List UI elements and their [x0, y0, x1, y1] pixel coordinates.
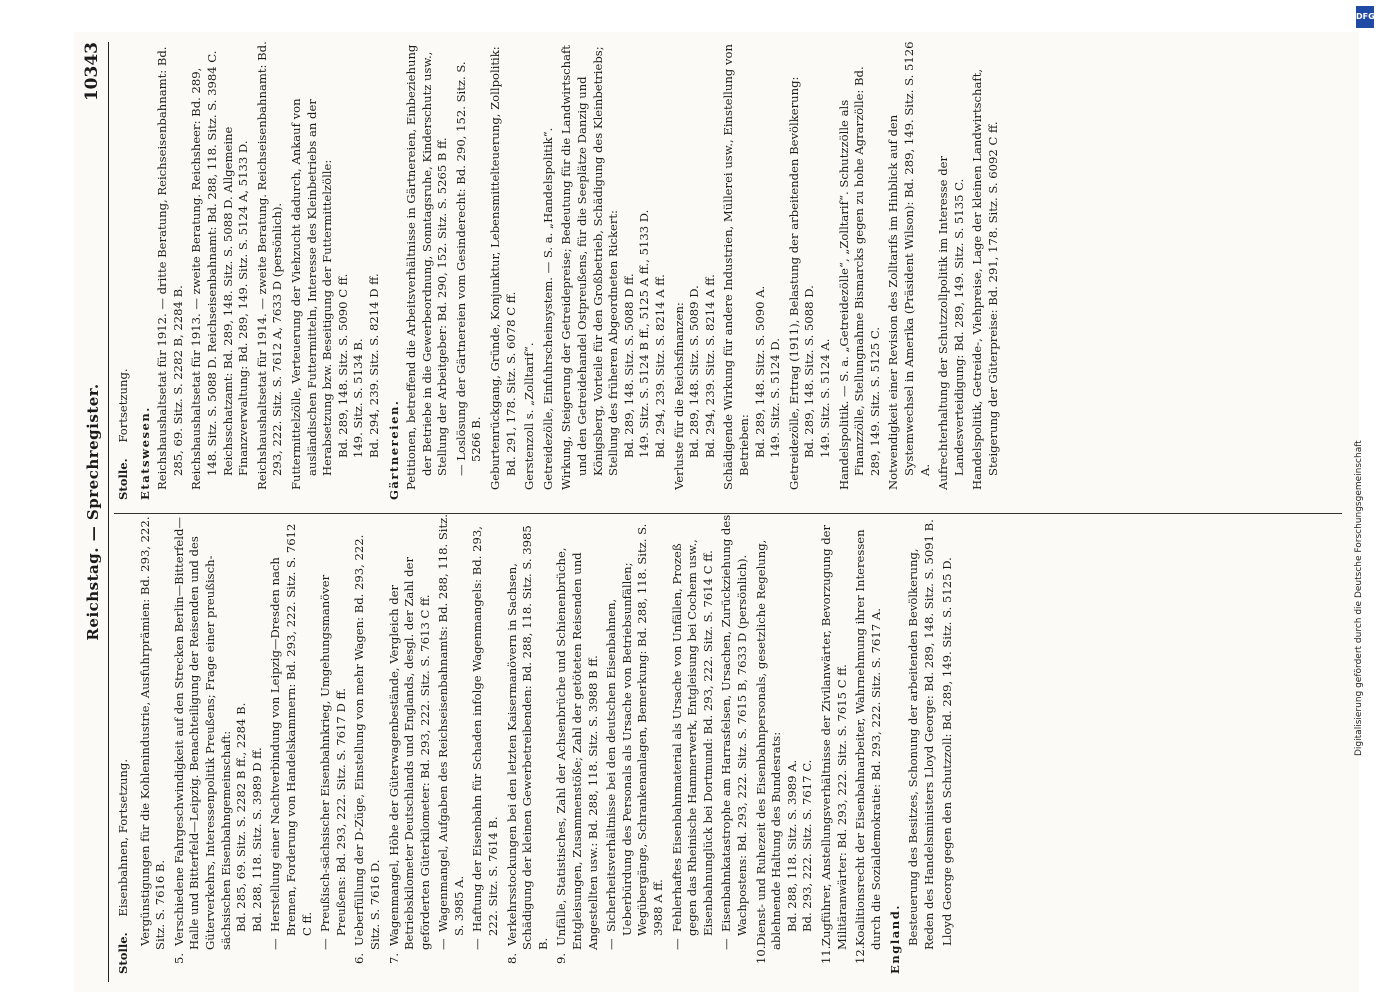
register-entry — [559, 40, 668, 500]
entry-reference: Bd. 285, 69. Sitz. S. 2282 B ff., 2284 B. — [234, 702, 249, 932]
register-entry — [522, 40, 538, 500]
entry-text: Petitionen, betreffend die Arbeitsverhältnisse in Gärtnereien, Einbeziehung der Betriebe in die Gewerbeordnung, Sonntagsruhe, Kinderschutz usw., Stellung der Arbeitgeber: Bd. 290, 152. Sitz. S. 5265 B ff. — [404, 44, 450, 490]
register-entry — [721, 40, 783, 500]
entry-number: — — [604, 938, 619, 950]
register-entry — [387, 514, 434, 974]
entry-text: Getreidezölle, Ertrag (1911), Belastung der arbeitenden Bevölkerung: — [786, 76, 801, 490]
entry-text: Zugführer, Anstellungsverhältnisse der Zivilanwärter, Bevorzugung der Militäranwärter: Bd. 293, 222. Sitz. S. 7615 C ff. — [818, 524, 849, 950]
entry-reference: Bd. 289, 148. Sitz. S. 5088 D. — [802, 285, 817, 458]
right-section-list — [138, 40, 1002, 500]
running-head — [80, 42, 109, 982]
left-heading: Eisenbahnen, Fortsetzung. — [116, 759, 130, 917]
register-entry — [886, 40, 933, 500]
dfg-funding-note: Digitalisierung gefördert durch die Deutsche Forschungsgemeinschaft — [1354, 440, 1364, 756]
running-head-title: Reichstag. — Sprechregister. — [84, 383, 102, 641]
entry-text: — Loslösung der Gärtnereien vom Gesinderecht: Bd. 290, 152. Sitz. S. 5266 B. — [453, 61, 484, 476]
entry-text: Handelspolitik. — S. a. „Getreidezölle“, „Zolltarif“. Schutzzölle als Finanzzölle, Stellungnahme Bismarcks gegen zu hohe Agrarzölle: Bd. 289, 149. Sitz. S. 5125 C. — [836, 66, 882, 490]
entry-reference: Bd. 288, 118. Sitz. S. 3989 D ff. — [249, 747, 264, 932]
register-entry — [505, 514, 552, 974]
register-entry — [554, 514, 601, 974]
entry-reference: 149. Sitz. S. 5124 A. — [817, 338, 832, 458]
entry-text: Schädigende Wirkung für andere Industrien, Müllerei usw., Einstellung von Betrieben: — [721, 44, 751, 490]
entry-text: Haftung der Eisenbahn für Schaden infolge Wagenmangels: Bd. 293, 222. Sitz. S. 7614 B. — [470, 526, 501, 936]
entry-reference: Bd. 293, 222. Sitz. S. 7617 C. — [800, 759, 815, 932]
dfg-stamp — [1354, 6, 1376, 996]
entry-number: — — [719, 938, 734, 950]
entry-number: — — [470, 938, 485, 950]
register-entry — [940, 514, 956, 974]
entry-text: Reichshaushaltsetat für 1912. — dritte Beratung, Reichseisenbahnamt: Bd. 285, 69. Sitz. S. 2282 B, 2284 B. — [155, 46, 185, 490]
entry-number: 5. — [171, 952, 186, 964]
entry-text: Vergünstigungen für die Kohlenindustrie, Ausfuhrprämien: Bd. 293, 222. Sitz. S. 7616 B. — [137, 516, 168, 950]
entry-number: — — [268, 938, 283, 950]
entry-text: Unfälle, Statistisches, Zahl der Achsenbrüche und Schienenbrüche, Entgleisungen, Zusammenstöße; Zahl der getöteten Reisenden und Angestellten usw.: Bd. 288, 118. Sitz. S. 3988 B ff. — [554, 547, 600, 950]
right-column — [116, 40, 1004, 500]
entry-number: 9. — [554, 952, 569, 964]
register-entry — [404, 40, 451, 500]
entry-text: Verluste für die Reichsfinanzen: — [671, 302, 686, 490]
register-entry — [172, 514, 266, 974]
register-entry — [541, 40, 557, 500]
entry-reference: Bd. 294, 239. Sitz. S. 8214 A ff. — [702, 274, 717, 458]
entry-text: Preußisch-sächsischer Eisenbahnkrieg, Umgehungsmanöver Preußens: Bd. 293, 222. Sitz. S. 7617 D ff. — [318, 574, 348, 936]
entry-text: Besteuerung des Besitzes, Schonung der arbeitenden Bevölkerung, Reden des Handelsministers Lloyd George: Bd. 289, 148. Sitz. S. 5091 B. — [905, 519, 936, 950]
register-entry — [138, 514, 169, 974]
left-speaker-name: Stolle. — [116, 932, 130, 974]
entry-reference: Bd. 294, 239. Sitz. S. 8214 D ff. — [366, 273, 381, 458]
entry-text: Wirkung, Steigerung der Getreidepreise; Bedeutung für die Landwirtschaft und den Getreidehandel Ostpreußens, für die Seeplätze Danzig und Königsberg, Vorteile für den Großbetrieb, Schädigung des Kleinbetriebs; Stellung des früheren Abgeordneten Rickert: — [559, 45, 621, 490]
register-entry — [670, 514, 717, 974]
entry-reference: Bd. 289, 148. Sitz. S. 5088 D ff. — [621, 273, 636, 458]
entry-text: Wagenmangel, Höhe der Güterwagenbestände, Vergleich der Betriebskilometer Deutschlands und Englands, desgl. der Zahl der geförderten Güterkilometer: Bd. 293, 222. Sitz. S. 7613 C ff. — [386, 557, 432, 950]
register-entry — [289, 40, 383, 500]
entry-number: — — [436, 938, 451, 950]
register-entry — [719, 514, 750, 974]
entry-number: 11. — [818, 945, 833, 964]
entry-number: 7. — [386, 952, 401, 964]
register-entry — [819, 514, 850, 974]
register-entry — [318, 514, 349, 974]
left-entry-list — [138, 514, 885, 974]
entry-reference: 149. Sitz. S. 5134 B. — [351, 338, 366, 458]
register-entry — [853, 514, 884, 974]
register-entry — [604, 514, 666, 974]
entry-text: Handelspolitik, Getreide-, Viehpreise, Lage der kleinen Landwirtschaft, Steigerung der Güterpreise: Bd. 291, 178. Sitz. S. 6092 C ff. — [970, 68, 1000, 490]
register-entry — [787, 40, 834, 500]
entry-reference: Bd. 289, 148. Sitz. S. 5090 C ff. — [335, 273, 350, 458]
right-speaker-name: Stolle. — [116, 458, 130, 500]
entry-text: Koalitionsrecht der Eisenbahnarbeiter, Wahrnehmung ihrer Interessen durch die Sozialdemokratie: Bd. 293, 222. Sitz. S. 7617 A. — [853, 529, 883, 950]
left-column-head — [116, 514, 132, 974]
entry-reference: 149. Sitz. S. 5124 B ff., 5125 A ff., 5133 D. — [637, 209, 652, 458]
entry-text: Notwendigkeit einer Revision des Zolltarifs im Hinblick auf den Systemwechsel in Amerika (Präsident Wilson): Bd. 289, 149. Sitz. S. 5126 A. — [886, 41, 932, 490]
entry-text: Gerstenzoll s. „Zolltarif“. — [522, 342, 537, 490]
register-entry — [837, 40, 884, 500]
entry-reference: Bd. 294, 239. Sitz. S. 8214 A ff. — [653, 274, 667, 458]
page-number: 10343 — [82, 42, 102, 102]
register-entry — [189, 40, 251, 500]
register-entry — [268, 514, 315, 974]
entry-number: 12. — [853, 945, 868, 964]
dfg-logo: DFG — [1356, 6, 1374, 28]
entry-number: 8. — [504, 952, 519, 964]
entry-text: Getreidezölle, Einfuhrscheinsystem. — S. a. „Handelspolitik“. — [540, 127, 555, 490]
right-section-title: Gärtnereien. — [386, 399, 401, 500]
entry-text: Verschiedene Fahrgeschwindigkeit auf den Strecken Berlin—Bitterfeld—Halle und Bitterfeld—Leipzig. Benachteiligung der Reisenden und des Güterverkehrs, Interessenpolitik Preußens; Frage einer preußisch-sächsischen Eisenbahngemeinschaft: — [171, 517, 233, 950]
entry-reference: 149. Sitz. S. 5124 D. — [768, 338, 783, 458]
register-entry — [672, 40, 719, 500]
register-entry — [155, 40, 186, 500]
register-entry — [436, 514, 467, 974]
entry-text: Reichshaushaltsetat für 1914. — zweite Beratung. Reichseisenbahnamt: Bd. 293, 222. Sitz. S. 7612 A, 7633 D (persönlich). — [254, 41, 285, 490]
entry-text: Eisenbahnkatastrophe am Harrasfelsen, Ursachen, Zurückziehung des Wachpostens: Bd. 293, 222. Sitz. S. 7615 B, 7633 D (persönlich). — [719, 514, 749, 936]
entry-text: Futtermittelzölle, Verteuerung der Viehzucht dadurch, Ankauf von ausländischen Futtermitteln, Interesse des Kleinbetriebs an der Herabsetzung bzw. Beseitigung der Futtermittelzölle: — [288, 98, 335, 490]
register-entry — [470, 514, 501, 974]
register-entry — [906, 514, 937, 974]
entry-number: — — [318, 938, 333, 950]
register-entry — [970, 40, 1001, 500]
entry-text: Ueberfüllung der D-Züge, Einstellung von mehr Wagen: Bd. 293, 222. Sitz. S. 7616 D. — [352, 534, 382, 950]
left-section-entry-list — [906, 514, 956, 974]
entry-number: — — [669, 938, 684, 950]
right-section-title: Etatswesen. — [137, 406, 152, 500]
register-entry — [754, 514, 816, 974]
entry-reference: Bd. 289, 148. Sitz. S. 5090 A. — [752, 285, 767, 458]
entry-text: Herstellung einer Nachtverbindung von Leipzig—Dresden nach Bremen, Forderung von Handelskammern: Bd. 293, 222. Sitz. S. 7612 C ff. — [268, 523, 314, 936]
entry-text: Lloyd George gegen den Schutzzoll: Bd. 289, 149. Sitz. S. 5125 D. — [940, 557, 955, 946]
register-entry — [352, 514, 383, 974]
entry-number: 10. — [753, 945, 768, 964]
right-column-head — [116, 40, 132, 500]
entry-text: Dienst- und Ruhezeit des Eisenbahnpersonals, gesetzliche Regelung, ablehnende Haltung des Bundesrats: — [753, 539, 784, 950]
entry-text: Wagenmangel, Aufgaben des Reichseisenbahnamts: Bd. 288, 118. Sitz. S. 3985 A. — [436, 514, 466, 936]
register-entry — [488, 40, 519, 500]
entry-reference: Bd. 289, 148. Sitz. S. 5089 D. — [687, 285, 702, 458]
register-entry — [454, 40, 485, 500]
entry-text: Fehlerhaftes Eisenbahnmaterial als Ursache von Unfällen, Prozeß gegen das Rheinische Hammerwerk, Entgleisung bei Cochem usw., Eisenbahnunglück bei Dortmund: Bd. 293, 222. Sitz. S. 7614 C ff. — [669, 539, 715, 936]
entry-text: Verkehrsstockungen bei den letzten Kaisermanövern in Sachsen, Schädigung der kleinen Gewerbetreibenden: Bd. 288, 118. Sitz. S. 3985 B. — [504, 525, 550, 950]
entry-number: 6. — [352, 952, 367, 964]
left-column — [116, 514, 959, 974]
entry-reference: Bd. 288, 118. Sitz. S. 3989 A. — [784, 759, 799, 932]
left-section-title: England. — [888, 904, 903, 974]
entry-text: Sicherheitsverhältnisse bei den deutschen Eisenbahnen, Ueberbürdung des Personals als Ursache von Betriebsunfällen; Wegübergänge, Schrankenanlagen, Bemerkung: Bd. 288, 118. Sitz. S. 3988 A ff. — [604, 523, 665, 936]
entry-text: Aufrechterhaltung der Schutzzollpolitik im Interesse der Landesverteidigung: Bd. 289, 149. Sitz. S. 5135 C. — [936, 155, 966, 490]
register-page — [74, 32, 1359, 992]
entry-text: Geburtenrückgang, Gründe, Konjunktur, Lebensmittelteuerung, Zollpolitik: Bd. 291, 178. Sitz. S. 6078 C ff. — [488, 46, 518, 490]
entry-text: Reichshaushaltsetat für 1913. — zweite Beratung. Reichsheer: Bd. 289, 148. Sitz. S. 5088 D. Reichseisenbahnamt: Bd. 288, 118. Sitz. S. 3984 C. Reichsschatzamt: Bd. 289, 148. Sitz. S. 5088 D. Allgemeine Finanzverwaltung: Bd. 289, 149. Sitz. S. 5124 A, 5133 D. — [189, 50, 251, 490]
right-heading: Fortsetzung. — [116, 368, 130, 443]
register-entry — [936, 40, 967, 500]
register-entry — [255, 40, 286, 500]
